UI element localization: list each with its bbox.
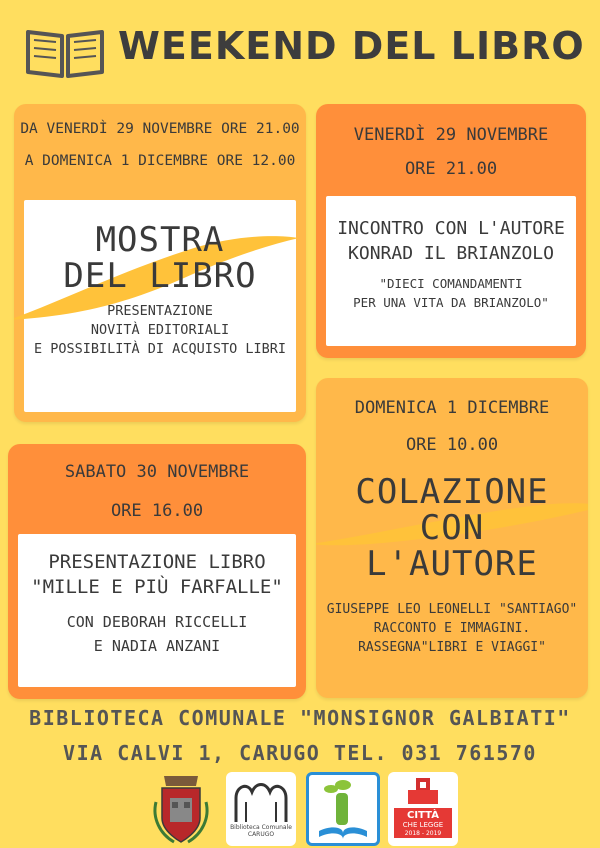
event-card-mostra: [14, 104, 306, 422]
event-date-header: [8, 444, 306, 534]
event-title: DEL LIBRO: [63, 256, 257, 296]
event-description: NOVITÀ EDITORIALI: [90, 322, 230, 338]
citta-che-legge-logo: [388, 772, 458, 846]
logo-text: 2018 - 2019: [404, 830, 442, 837]
event-guests: CON DEBORAH RICCELLI: [66, 613, 248, 631]
event-title: PRESENTAZIONE LIBRO: [48, 551, 266, 573]
event-title: MOSTRA: [95, 220, 225, 260]
reading-project-logo: [306, 772, 380, 846]
event-card-presentazione: [8, 444, 306, 699]
logo-text: CARUGO: [247, 831, 275, 838]
event-day: DOMENICA 1 DICEMBRE: [354, 398, 550, 418]
event-time: ORE 16.00: [110, 501, 204, 521]
event-day: VENERDÌ 29 NOVEMBRE: [353, 125, 549, 145]
event-body: [326, 196, 576, 346]
event-day: SABATO 30 NOVEMBRE: [64, 462, 250, 482]
event-card-colazione: [316, 378, 588, 698]
logo-text: CHE LEGGE: [402, 821, 444, 829]
event-card-incontro: [316, 104, 586, 358]
coat-of-arms-logo: [150, 772, 212, 846]
book-title: PER UNA VITA DA BRIANZOLO": [353, 295, 549, 310]
event-date-line: DA VENERDÌ 29 NOVEMBRE ORE 21.00: [20, 121, 300, 137]
sprout-book-icon: [309, 775, 377, 843]
event-guests: E NADIA ANZANI: [93, 637, 221, 655]
book-title: "DIECI COMANDAMENTI: [379, 276, 523, 291]
event-description: E POSSIBILITÀ DI ACQUISTO LIBRI: [34, 341, 286, 357]
event-description: PRESENTAZIONE: [107, 303, 213, 319]
event-description: RASSEGNA"LIBRI E VIAGGI": [358, 640, 546, 655]
library-name: BIBLIOTECA COMUNALE "MONSIGNOR GALBIATI": [29, 706, 571, 730]
event-time: ORE 21.00: [404, 159, 498, 179]
event-description: GIUSEPPE LEO LEONELLI "SANTIAGO": [326, 602, 578, 617]
event-date-line: A DOMENICA 1 DICEMBRE ORE 12.00: [24, 153, 296, 169]
biblioteca-logo: [226, 772, 296, 846]
event-title: "MILLE E PIÙ FARFALLE": [31, 576, 283, 598]
event-date-header: [316, 104, 586, 196]
event-description: RACCONTO E IMMAGINI.: [373, 621, 531, 636]
logo-text: Biblioteca Comunale: [230, 824, 292, 831]
event-title: CON L'AUTORE: [366, 508, 538, 584]
event-title: COLAZIONE: [355, 472, 549, 512]
event-title: INCONTRO CON L'AUTORE: [337, 218, 565, 239]
library-address: VIA CALVI 1, CARUGO TEL. 031 761570: [63, 741, 537, 765]
event-title: KONRAD IL BRIANZOLO: [348, 243, 554, 264]
sponsor-logos: [0, 772, 600, 848]
header: [22, 18, 585, 78]
event-body: [326, 474, 578, 688]
logo-text: CITTÀ: [407, 810, 439, 821]
open-book-icon: [22, 22, 108, 82]
coat-of-arms-icon: [150, 772, 212, 846]
page-title: WEEKEND DEL LIBRO: [118, 24, 585, 68]
event-date-header: [14, 104, 306, 200]
event-body: [18, 534, 296, 687]
event-time: ORE 10.00: [405, 435, 499, 455]
event-date-header: [316, 378, 588, 472]
event-body: [24, 200, 296, 412]
